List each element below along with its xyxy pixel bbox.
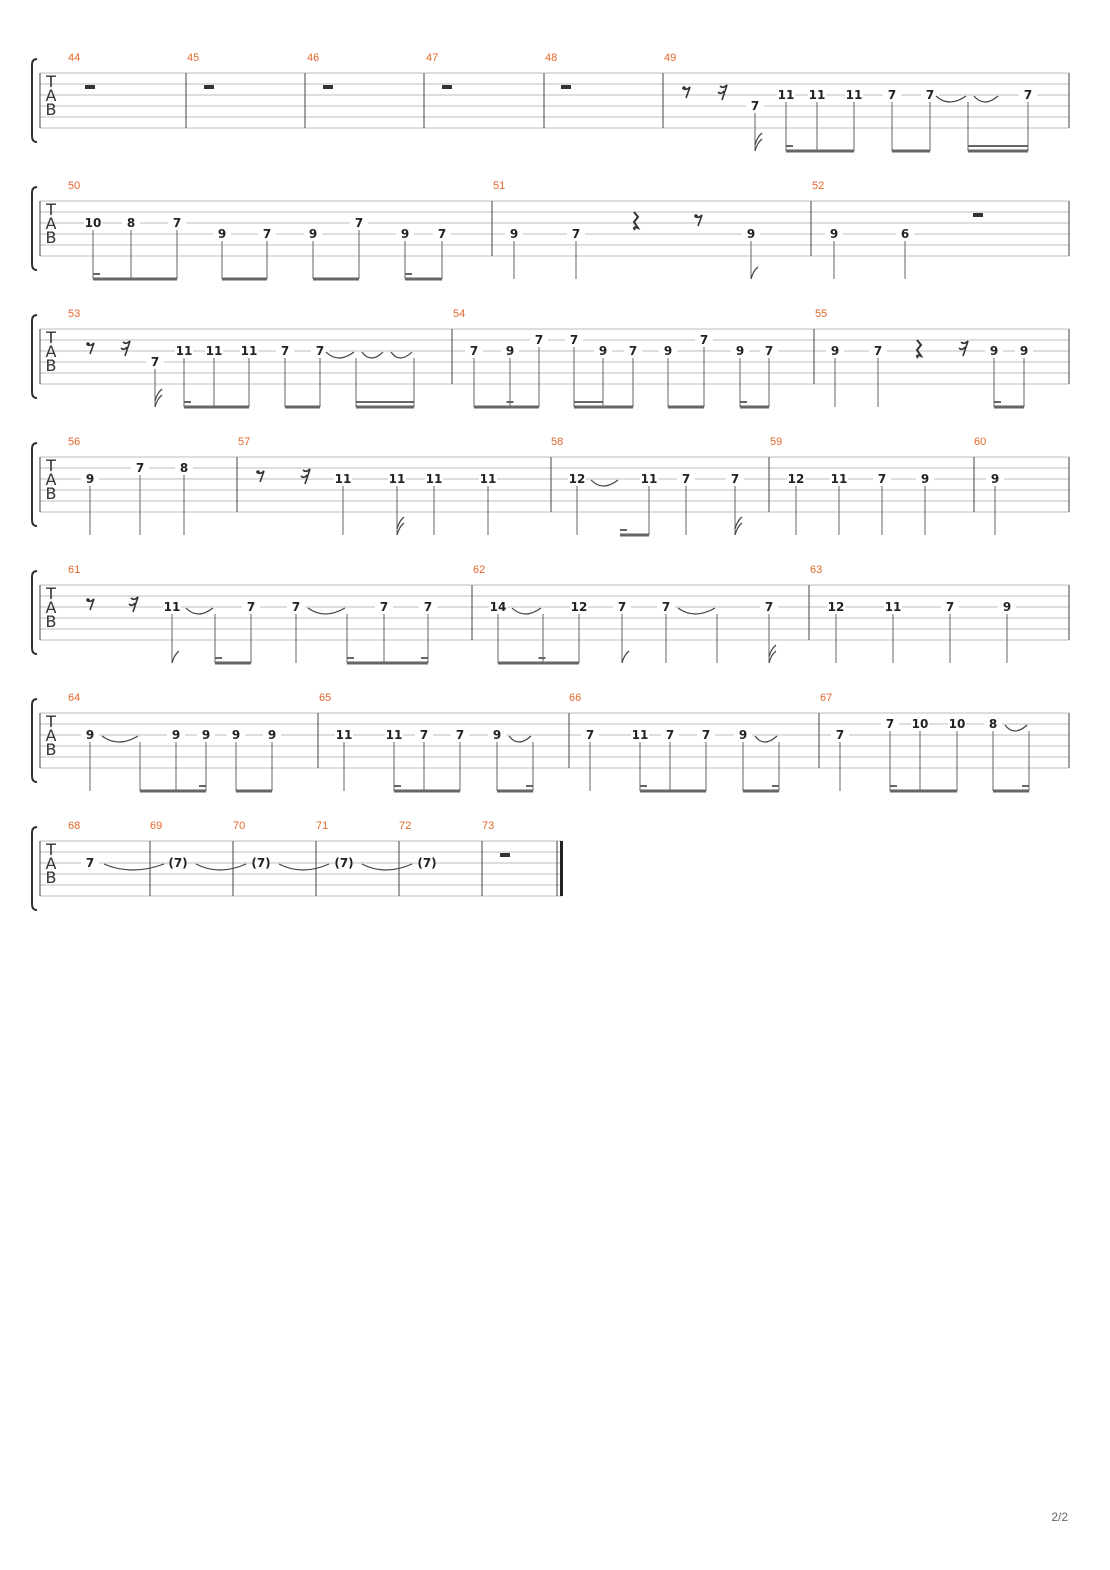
measure-number: 52 bbox=[812, 180, 825, 192]
fret-number: 9 bbox=[505, 344, 515, 358]
fret-number: 9 bbox=[231, 728, 241, 742]
fret-number: 7 bbox=[661, 600, 671, 614]
fret-number: 7 bbox=[455, 728, 465, 742]
tie-arc bbox=[362, 352, 383, 358]
fret-number: (7) bbox=[417, 856, 437, 870]
fret-number: 9 bbox=[735, 344, 745, 358]
half-rest bbox=[561, 85, 571, 89]
fret-number: 9 bbox=[920, 472, 930, 486]
tie-arc bbox=[362, 864, 412, 870]
tab-clef-letter: B bbox=[45, 228, 57, 247]
fret-number: 7 bbox=[437, 227, 447, 241]
tab-clef-letter: A bbox=[45, 598, 57, 617]
fret-number: 11 bbox=[163, 600, 181, 614]
measure-number: 47 bbox=[426, 52, 439, 64]
fret-number: 9 bbox=[509, 227, 519, 241]
fret-number: 6 bbox=[900, 227, 910, 241]
measure-number: 65 bbox=[319, 692, 332, 704]
measure-number: 49 bbox=[664, 52, 677, 64]
measure-number: 51 bbox=[493, 180, 506, 192]
tie-arc bbox=[308, 608, 345, 614]
page-number: 2/2 bbox=[1051, 1510, 1068, 1524]
tab-system bbox=[32, 52, 1069, 151]
fret-number: 10 bbox=[84, 216, 102, 230]
fret-number: 9 bbox=[201, 728, 211, 742]
fret-number: 9 bbox=[746, 227, 756, 241]
fret-number: 10 bbox=[911, 717, 929, 731]
tab-clef-letter: A bbox=[45, 342, 57, 361]
fret-number: 9 bbox=[738, 728, 748, 742]
tab-clef-letter: A bbox=[45, 726, 57, 745]
fret-number: 7 bbox=[280, 344, 290, 358]
measure-number: 68 bbox=[68, 820, 81, 832]
fret-number: 7 bbox=[925, 88, 935, 102]
measure-number: 58 bbox=[551, 436, 564, 448]
tab-system bbox=[32, 436, 1069, 535]
tie-arc bbox=[1005, 725, 1027, 731]
fret-number: 9 bbox=[829, 227, 839, 241]
tab-system bbox=[32, 180, 1069, 279]
tie-arc bbox=[755, 736, 777, 742]
half-rest bbox=[973, 213, 983, 217]
system-brace bbox=[32, 59, 37, 142]
measure-number: 71 bbox=[316, 820, 329, 832]
tab-clef-letter: T bbox=[46, 456, 56, 475]
fret-number: (7) bbox=[251, 856, 271, 870]
fret-number: 11 bbox=[830, 472, 848, 486]
fret-number: 9 bbox=[85, 472, 95, 486]
half-rest bbox=[85, 85, 95, 89]
fret-number: 11 bbox=[425, 472, 443, 486]
tie-arc bbox=[102, 736, 138, 742]
measure-number: 53 bbox=[68, 308, 81, 320]
quarter-rest bbox=[917, 340, 921, 358]
tie-arc bbox=[936, 96, 966, 102]
fret-number: 11 bbox=[240, 344, 258, 358]
measure-number: 73 bbox=[482, 820, 495, 832]
measure-number: 46 bbox=[307, 52, 320, 64]
tab-clef-letter: A bbox=[45, 854, 57, 873]
sixteenth-rest bbox=[121, 341, 130, 356]
fret-number: 14 bbox=[489, 600, 507, 614]
measure-number: 44 bbox=[68, 52, 81, 64]
fret-number: 11 bbox=[334, 472, 352, 486]
tab-clef-letter: T bbox=[46, 584, 56, 603]
measure-number: 48 bbox=[545, 52, 558, 64]
half-rest bbox=[442, 85, 452, 89]
fret-number: 11 bbox=[845, 88, 863, 102]
tie-arc bbox=[104, 864, 164, 870]
fret-number: 9 bbox=[1019, 344, 1029, 358]
tab-clef-letter: T bbox=[46, 72, 56, 91]
fret-number: 9 bbox=[830, 344, 840, 358]
fret-number: 7 bbox=[150, 355, 160, 369]
fret-number: 7 bbox=[617, 600, 627, 614]
tie-arc bbox=[326, 352, 354, 358]
measure-number: 67 bbox=[820, 692, 833, 704]
fret-number: 7 bbox=[701, 728, 711, 742]
fret-number: 7 bbox=[885, 717, 895, 731]
tab-clef-letter: A bbox=[45, 214, 57, 233]
tie-arc bbox=[509, 736, 531, 742]
fret-number: 11 bbox=[205, 344, 223, 358]
tie-arc bbox=[391, 352, 412, 358]
fret-number: 11 bbox=[388, 472, 406, 486]
fret-number: 11 bbox=[335, 728, 353, 742]
fret-number: 9 bbox=[267, 728, 277, 742]
fret-number: 7 bbox=[835, 728, 845, 742]
fret-number: 9 bbox=[990, 472, 1000, 486]
fret-number: 9 bbox=[171, 728, 181, 742]
fret-number: 7 bbox=[315, 344, 325, 358]
fret-number: 7 bbox=[469, 344, 479, 358]
tab-system bbox=[32, 820, 563, 910]
fret-number: 7 bbox=[423, 600, 433, 614]
tab-clef-letter: A bbox=[45, 86, 57, 105]
fret-number: 7 bbox=[291, 600, 301, 614]
tab-clef-letter: T bbox=[46, 200, 56, 219]
fret-number: 9 bbox=[989, 344, 999, 358]
fret-number: 7 bbox=[750, 99, 760, 113]
fret-number: 9 bbox=[85, 728, 95, 742]
fret-number: 7 bbox=[1023, 88, 1033, 102]
tab-clef-letter: B bbox=[45, 484, 57, 503]
fret-number: 10 bbox=[948, 717, 966, 731]
eighth-rest-dot bbox=[86, 342, 90, 346]
system-brace bbox=[32, 315, 37, 398]
fret-number: 11 bbox=[640, 472, 658, 486]
fret-number: 7 bbox=[135, 461, 145, 475]
fret-number: 7 bbox=[699, 333, 709, 347]
fret-number: 7 bbox=[571, 227, 581, 241]
fret-number: 7 bbox=[665, 728, 675, 742]
fret-number: 7 bbox=[877, 472, 887, 486]
fret-number: 11 bbox=[884, 600, 902, 614]
tab-system bbox=[32, 308, 1069, 407]
measure-number: 50 bbox=[68, 180, 81, 192]
fret-number: 12 bbox=[570, 600, 588, 614]
tab-clef-letter: B bbox=[45, 612, 57, 631]
measure-number: 64 bbox=[68, 692, 81, 704]
fret-number: 11 bbox=[479, 472, 497, 486]
measure-number: 59 bbox=[770, 436, 783, 448]
fret-number: 7 bbox=[730, 472, 740, 486]
tab-system bbox=[32, 564, 1069, 663]
tie-arc bbox=[974, 96, 998, 102]
fret-number: 7 bbox=[246, 600, 256, 614]
fret-number: 8 bbox=[988, 717, 998, 731]
tie-arc bbox=[591, 480, 618, 486]
fret-number: 7 bbox=[85, 856, 95, 870]
system-brace bbox=[32, 571, 37, 654]
fret-number: 9 bbox=[492, 728, 502, 742]
fret-number: 7 bbox=[262, 227, 272, 241]
tab-clef-letter: T bbox=[46, 328, 56, 347]
half-rest bbox=[323, 85, 333, 89]
fret-number: (7) bbox=[168, 856, 188, 870]
measure-number: 61 bbox=[68, 564, 81, 576]
fret-number: 9 bbox=[1002, 600, 1012, 614]
note-flag bbox=[172, 651, 179, 663]
fret-number: 7 bbox=[681, 472, 691, 486]
tab-clef-letter: T bbox=[46, 840, 56, 859]
fret-number: 7 bbox=[379, 600, 389, 614]
fret-number: (7) bbox=[334, 856, 354, 870]
fret-number: 9 bbox=[217, 227, 227, 241]
system-brace bbox=[32, 699, 37, 782]
tab-clef-letter: B bbox=[45, 356, 57, 375]
fret-number: 7 bbox=[534, 333, 544, 347]
sixteenth-rest bbox=[959, 341, 968, 356]
fret-number: 7 bbox=[419, 728, 429, 742]
measure-number: 66 bbox=[569, 692, 582, 704]
half-rest bbox=[500, 853, 510, 857]
fret-number: 8 bbox=[126, 216, 136, 230]
system-brace bbox=[32, 187, 37, 270]
note-flag bbox=[622, 651, 629, 663]
tab-clef-letter: B bbox=[45, 740, 57, 759]
measure-number: 54 bbox=[453, 308, 466, 320]
fret-number: 7 bbox=[585, 728, 595, 742]
tie-arc bbox=[186, 608, 213, 614]
fret-number: 7 bbox=[873, 344, 883, 358]
fret-number: 7 bbox=[887, 88, 897, 102]
fret-number: 9 bbox=[598, 344, 608, 358]
measure-number: 60 bbox=[974, 436, 987, 448]
tie-arc bbox=[196, 864, 246, 870]
fret-number: 11 bbox=[631, 728, 649, 742]
eighth-rest-dot bbox=[86, 598, 90, 602]
fret-number: 7 bbox=[764, 344, 774, 358]
eighth-rest-dot bbox=[694, 214, 698, 218]
final-barline bbox=[560, 841, 563, 896]
measure-number: 63 bbox=[810, 564, 823, 576]
tab-clef-letter: B bbox=[45, 100, 57, 119]
fret-number: 8 bbox=[179, 461, 189, 475]
system-brace bbox=[32, 827, 37, 910]
measure-number: 45 bbox=[187, 52, 200, 64]
fret-number: 9 bbox=[663, 344, 673, 358]
fret-number: 11 bbox=[808, 88, 826, 102]
fret-number: 7 bbox=[628, 344, 638, 358]
half-rest bbox=[204, 85, 214, 89]
fret-number: 11 bbox=[175, 344, 193, 358]
fret-number: 7 bbox=[945, 600, 955, 614]
fret-number: 9 bbox=[308, 227, 318, 241]
tab-system bbox=[32, 692, 1069, 791]
tab-clef-letter: A bbox=[45, 470, 57, 489]
measure-number: 62 bbox=[473, 564, 486, 576]
sixteenth-rest bbox=[718, 85, 727, 100]
tie-arc bbox=[512, 608, 541, 614]
fret-number: 7 bbox=[569, 333, 579, 347]
fret-number: 7 bbox=[354, 216, 364, 230]
quarter-rest bbox=[634, 212, 638, 230]
measure-number: 69 bbox=[150, 820, 163, 832]
fret-number: 12 bbox=[787, 472, 805, 486]
tab-clef-letter: T bbox=[46, 712, 56, 731]
sixteenth-rest bbox=[301, 469, 310, 484]
fret-number: 7 bbox=[172, 216, 182, 230]
note-flag bbox=[751, 267, 758, 279]
measure-number: 72 bbox=[399, 820, 412, 832]
system-brace bbox=[32, 443, 37, 526]
fret-number: 12 bbox=[568, 472, 586, 486]
fret-number: 11 bbox=[777, 88, 795, 102]
sixteenth-rest bbox=[129, 597, 138, 612]
tie-arc bbox=[678, 608, 715, 614]
eighth-rest-dot bbox=[682, 86, 686, 90]
measure-number: 56 bbox=[68, 436, 81, 448]
fret-number: 11 bbox=[385, 728, 403, 742]
tab-clef-letter: B bbox=[45, 868, 57, 887]
measure-number: 57 bbox=[238, 436, 251, 448]
fret-number: 7 bbox=[764, 600, 774, 614]
measure-number: 55 bbox=[815, 308, 828, 320]
tie-arc bbox=[279, 864, 329, 870]
fret-number: 9 bbox=[400, 227, 410, 241]
eighth-rest-dot bbox=[256, 470, 260, 474]
measure-number: 70 bbox=[233, 820, 246, 832]
fret-number: 12 bbox=[827, 600, 845, 614]
